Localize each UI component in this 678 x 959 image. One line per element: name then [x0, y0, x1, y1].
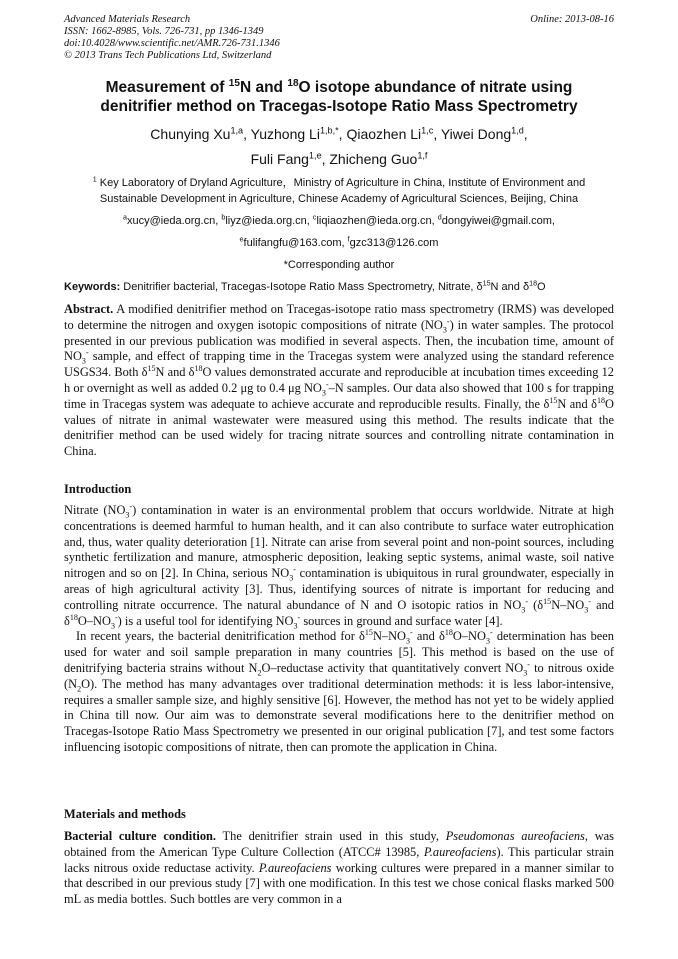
superscript: -: [489, 628, 493, 638]
section-heading-materials-methods: Materials and methods: [64, 807, 186, 821]
text-run: and δ: [64, 597, 614, 628]
text-run: ) in water samples. The protocol presented in our previous publication was modified in several aspects. Then, the incubation time, amount of NO: [64, 317, 614, 364]
intro-paragraph-2: [64, 629, 614, 755]
text-run: O). The method has many advantages over traditional determination methods: it is less labor-intensive, requires a smaller sample size, and highly sensitive [6]. However, the method has not yet to be widely applied in China till now. Our aim was to demonstrate several modifications here to the denitrifier method on Tracegas-Isotope Ratio Mass Spectrometry we presented in our original publication [7], and test some factors influencing isotopic compositions of nitrate, then can promote the application in China.: [64, 676, 614, 754]
affiliation-text: Key Laboratory of Dryland Agriculture，Ministry of Agriculture in China, Institute of Environment and: [96, 177, 586, 189]
subscript: 3: [485, 636, 490, 646]
species-name: P.aureofaciens: [258, 860, 332, 875]
superscript: -: [525, 596, 529, 606]
text-run: , was obtained from the American Type Culture Collection (ATCC# 13985,: [64, 829, 614, 859]
superscript: 18: [597, 395, 606, 405]
subscript: 3: [125, 510, 130, 520]
superscript: -: [114, 612, 118, 622]
email-address[interactable]: gzc313@126.com: [349, 237, 439, 249]
author-sup: 1,e: [308, 150, 322, 161]
author-name: Fuli Fang: [250, 151, 309, 167]
subscript: 3: [405, 636, 411, 646]
subscript: 2: [77, 684, 82, 694]
email-sup: c: [312, 213, 317, 222]
email-sup: a: [123, 213, 127, 222]
author-list: Chunying Xu$^{1,a}$, Yuzhong $Li^{1,b,*}$, Qiaozhen Li$^{1,c}$, Yiwei Dong$^{1,d}$, Fuli Fang$^{1,e}$, Zhicheng Guo$^{1,f}$: [150, 125, 528, 167]
text-run: to nitrous oxide (N: [64, 660, 614, 691]
text-run: N and δ: [557, 396, 597, 411]
paper-title: [40, 78, 638, 116]
methods-paragraph: [64, 829, 614, 908]
text-run: N–NO: [372, 629, 406, 644]
copyright-line: © 2013 Trans Tech Publications Ltd, Switzerland: [64, 50, 272, 61]
email-address[interactable]: fulifangfu@163.com,: [243, 237, 348, 249]
email-sup: f: [347, 235, 350, 244]
journal-name: Advanced Materials Research: [64, 14, 191, 25]
author-sup: 1,f: [417, 150, 428, 161]
title-sup: 18: [287, 77, 299, 89]
keywords-text: Denitrifier bacterial, Tracegas-Isotope Ratio Mass Spectrometry, Nitrate, δ: [120, 281, 483, 293]
intro-paragraph-1: [64, 503, 614, 629]
doi-line: doi:10.4028/www.scientific.net/AMR.726-731.1346: [64, 38, 280, 49]
methods-run-in-heading: Bacterial culture condition.: [64, 829, 217, 843]
author-sup: 1,d: [511, 125, 524, 136]
text-run: ). This particular strain lacks nitrous oxide reductase activity.: [64, 844, 614, 875]
superscript: -: [446, 316, 450, 326]
superscript: -: [325, 379, 329, 389]
abstract: [64, 302, 614, 460]
superscript: -: [129, 501, 133, 511]
text-run: A modified denitrifier method on Tracegas-isotope ratio mass spectrometry (IRMS) was developed to determine the nitrogen and oxygen isotopic compositions of nitrate (NO: [64, 302, 614, 332]
superscript: -: [293, 565, 296, 575]
author-name: Yuzhong Li: [250, 126, 320, 142]
subscript: 3: [521, 605, 526, 615]
superscript: 18: [194, 364, 203, 374]
subscript: 3: [293, 621, 298, 631]
issn-line: ISSN: 1662-8985, Vols. 726-731, pp 1346-1349: [64, 26, 264, 37]
text-run: O–NO: [452, 629, 486, 644]
text-run: Nitrate (NO: [64, 503, 126, 517]
affiliation-sup: 1: [92, 175, 97, 184]
text-run: O–reductase activity that quantitatively convert NO: [261, 660, 524, 675]
text-run: sample, and effect of trapping time in the Tracegas system were analyzed using the standard reference USGS34. Both δ: [64, 349, 614, 380]
superscript: -: [410, 628, 413, 638]
superscript: 15: [364, 628, 373, 638]
author-name: Chunying Xu: [150, 126, 231, 142]
introduction-section: [64, 503, 614, 756]
text-run: The denitrifier strain used in this study,: [216, 829, 446, 843]
keywords-sup: 15: [482, 279, 491, 288]
subscript: 3: [584, 605, 589, 615]
subscript: 3: [442, 325, 447, 335]
superscript: 15: [147, 364, 156, 374]
superscript: 18: [69, 612, 78, 622]
running-header: [64, 14, 614, 62]
author-name: Zhicheng Guo: [329, 151, 418, 167]
text-run: N and δ: [155, 365, 195, 380]
species-name: Pseudomonas aureofaciens: [445, 829, 585, 843]
title-text: denitrifier method on Tracegas-Isotope Ratio Mass Spectrometry: [100, 98, 578, 115]
superscript: -: [527, 659, 530, 669]
keywords-text: O: [537, 281, 546, 293]
superscript: -: [297, 612, 301, 622]
text-run: working cultures were prepared in a manner similar to that described in our previous study [7] with one modification. In this test we chose conical flasks marked 500 mL as media bottles. Such bottles are very common in a: [64, 860, 614, 907]
subscript: 3: [523, 668, 528, 678]
subscript: 3: [81, 356, 86, 366]
email-block: [40, 210, 638, 276]
superscript: -: [588, 596, 591, 606]
keywords-label: Keywords:: [64, 281, 121, 293]
text-run: O–NO: [77, 613, 111, 628]
author-name: Yiwei Dong: [440, 126, 512, 142]
keywords-sup: 18: [529, 279, 538, 288]
email-sup: d: [437, 213, 442, 222]
subscript: 2: [257, 668, 262, 678]
subscript: 3: [110, 621, 115, 631]
email-sup: b: [221, 213, 226, 222]
text-run: –N samples. Our data also showed that 100 s for trapping time in Tracegas system was adequate to achieve accurate and reproducible results. Finally, the δ: [64, 380, 614, 411]
text-run: determination has been used for water and soil sample preparation in many countries [5]. This method is based on the use of denitrifying bacteria strains without N: [64, 629, 614, 675]
title-text: Measurement of: [105, 79, 229, 96]
email-address[interactable]: liyz@ieda.org.cn,: [225, 215, 313, 227]
corresponding-author-note: *Corresponding author: [283, 259, 395, 271]
online-date: Online: 2013-08-16: [530, 14, 614, 25]
keywords: [64, 280, 614, 294]
author-sup: 1,c: [421, 125, 434, 136]
author-sup: 1,a: [230, 125, 244, 136]
section-heading-introduction: Introduction: [64, 482, 132, 496]
text-run: and δ: [412, 629, 445, 644]
abstract-label: Abstract.: [64, 302, 114, 316]
superscript: 18: [444, 628, 453, 638]
affiliation: [62, 175, 616, 207]
text-run: contamination is ubiquitous in rural groundwater, especially in areas of high agricultural activity [3]. Thus, identifying sources of nitrate is important for reducing and controlling nitrate occurrence. The natural abundance of N and O isotopic ratios in NO: [64, 566, 614, 612]
email-sup: e: [239, 235, 244, 244]
text-run: O values of nitrate in animal wastewater were measured using this method. The results indicate that the denitrifier method can be used widely for tracing nitrate sources and controlling nitrate contamination in China.: [64, 396, 614, 459]
text-run: ) is a useful tool for identifying NO: [117, 613, 294, 628]
email-address[interactable]: xucy@ieda.org.cn,: [127, 215, 222, 227]
superscript: 15: [543, 596, 552, 606]
text-run: In recent years, the bacterial denitrification method for δ: [76, 629, 365, 644]
text-run: sources in ground and surface water [4].: [300, 613, 503, 628]
keywords-text: N and δ: [490, 281, 530, 293]
text-run: O values demonstrated accurate and reproducible at incubation times exceeding 12 h or overnight as well as added 0.2 μg to 0.4 μg NO: [64, 365, 615, 395]
species-name: P.aureofaciens: [423, 844, 497, 859]
superscript: 15: [549, 395, 558, 405]
email-address[interactable]: dongyiwei@gmail.com,: [441, 215, 555, 227]
email-address[interactable]: liqiaozhen@ieda.org.cn,: [316, 215, 438, 227]
methods-section: [64, 829, 614, 908]
superscript: -: [85, 348, 89, 358]
text-run: (δ: [528, 597, 544, 612]
affiliation-text: Sustainable Development in Agriculture, Chinese Academy of Agricultural Sciences, Beijing, China: [99, 193, 579, 205]
title-text: N and: [239, 79, 288, 96]
title-sup: 15: [228, 77, 240, 89]
text-run: ) contamination in water is an environmental problem that occurs worldwide. Nitrate at high concentrations is deemed harmful to human health, and it can also contribute to surface water eutrophication and, thus, water quality deterioration [1]. Nitrate can arise from several point and non-point sources, including synthetic fertilization and manure, atmospheric deposition, leaking septic systems, animal waste, soil native nitrogen and so on [2]. In China, serious NO: [64, 503, 614, 581]
subscript: 3: [289, 573, 294, 583]
abstract-paragraph: [64, 302, 614, 460]
author-name: Qiaozhen Li: [346, 126, 422, 142]
title-text: O isotope abundance of nitrate using: [298, 79, 573, 96]
subscript: 3: [321, 388, 326, 398]
text-run: N–NO: [551, 597, 585, 612]
author-sup: 1,b,*: [319, 125, 339, 136]
